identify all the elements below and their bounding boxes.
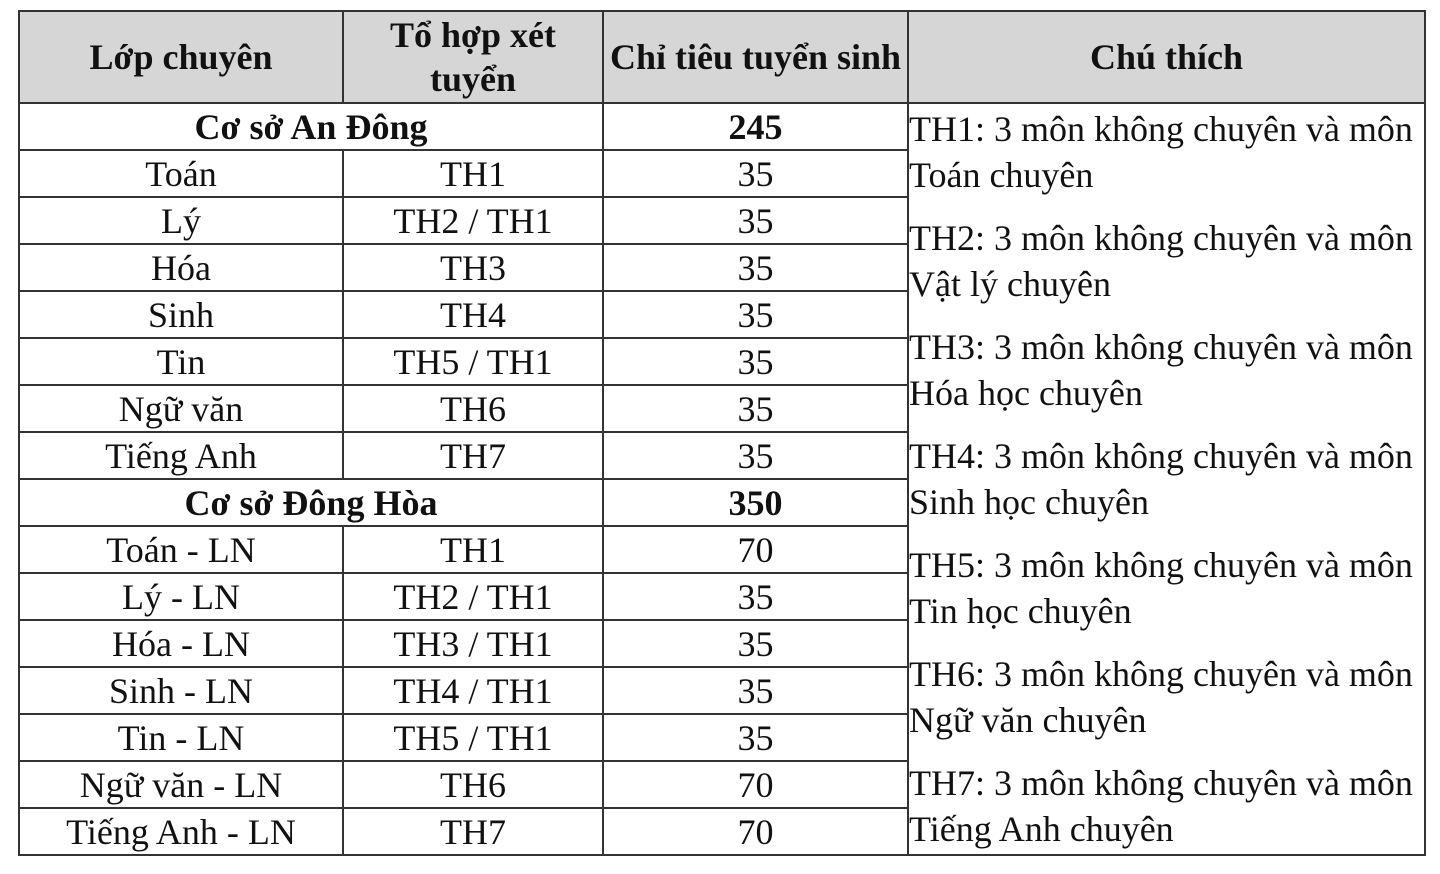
class-cell: Tin <box>19 338 343 385</box>
quota-cell: 70 <box>603 526 908 573</box>
class-cell: Sinh <box>19 291 343 338</box>
combination-cell: TH5 / TH1 <box>343 338 603 385</box>
note-th2: TH2: 3 môn không chuyên và môn Vật lý chuyên <box>909 218 1413 304</box>
combination-cell: TH2 / TH1 <box>343 197 603 244</box>
class-cell: Toán - LN <box>19 526 343 573</box>
combination-cell: TH6 <box>343 761 603 808</box>
section-name: Cơ sở An Đông <box>19 103 603 150</box>
class-cell: Lý <box>19 197 343 244</box>
quota-cell: 70 <box>603 761 908 808</box>
section-total: 350 <box>603 479 908 526</box>
class-cell: Tiếng Anh <box>19 432 343 479</box>
quota-cell: 35 <box>603 291 908 338</box>
quota-cell: 35 <box>603 244 908 291</box>
combination-cell: TH5 / TH1 <box>343 714 603 761</box>
combination-cell: TH7 <box>343 432 603 479</box>
class-cell: Hóa <box>19 244 343 291</box>
combination-cell: TH3 <box>343 244 603 291</box>
quota-cell: 35 <box>603 385 908 432</box>
quota-cell: 35 <box>603 432 908 479</box>
note-th4: TH4: 3 môn không chuyên và môn Sinh học chuyên <box>909 436 1413 522</box>
class-cell: Ngữ văn <box>19 385 343 432</box>
combination-cell: TH7 <box>343 808 603 855</box>
combination-cell: TH6 <box>343 385 603 432</box>
notes-cell <box>908 103 1425 855</box>
header-quota: Chỉ tiêu tuyển sinh <box>603 11 908 103</box>
combination-cell: TH4 <box>343 291 603 338</box>
header-combination: Tổ hợp xét tuyển <box>343 11 603 103</box>
combination-cell: TH1 <box>343 150 603 197</box>
note-th5: TH5: 3 môn không chuyên và môn Tin học chuyên <box>909 545 1413 631</box>
class-cell: Ngữ văn - LN <box>19 761 343 808</box>
class-cell: Hóa - LN <box>19 620 343 667</box>
section-row-an-dong <box>19 103 1425 150</box>
admission-quota-table <box>18 10 1426 856</box>
quota-cell: 35 <box>603 197 908 244</box>
note-th6: TH6: 3 môn không chuyên và môn Ngữ văn chuyên <box>909 654 1413 740</box>
quota-cell: 70 <box>603 808 908 855</box>
class-cell: Tiếng Anh - LN <box>19 808 343 855</box>
quota-cell: 35 <box>603 714 908 761</box>
combination-cell: TH4 / TH1 <box>343 667 603 714</box>
quota-cell: 35 <box>603 338 908 385</box>
class-cell: Toán <box>19 150 343 197</box>
note-th7: TH7: 3 môn không chuyên và môn Tiếng Anh chuyên <box>909 763 1413 849</box>
section-total: 245 <box>603 103 908 150</box>
section-name: Cơ sở Đông Hòa <box>19 479 603 526</box>
class-cell: Sinh - LN <box>19 667 343 714</box>
combination-cell: TH1 <box>343 526 603 573</box>
combination-cell: TH3 / TH1 <box>343 620 603 667</box>
quota-cell: 35 <box>603 150 908 197</box>
header-class: Lớp chuyên <box>19 11 343 103</box>
header-notes: Chú thích <box>908 11 1425 103</box>
note-th1: TH1: 3 môn không chuyên và môn Toán chuyên <box>909 109 1413 195</box>
quota-cell: 35 <box>603 573 908 620</box>
note-th3: TH3: 3 môn không chuyên và môn Hóa học chuyên <box>909 327 1413 413</box>
combination-cell: TH2 / TH1 <box>343 573 603 620</box>
quota-cell: 35 <box>603 667 908 714</box>
class-cell: Tin - LN <box>19 714 343 761</box>
class-cell: Lý - LN <box>19 573 343 620</box>
header-row <box>19 11 1425 103</box>
quota-cell: 35 <box>603 620 908 667</box>
